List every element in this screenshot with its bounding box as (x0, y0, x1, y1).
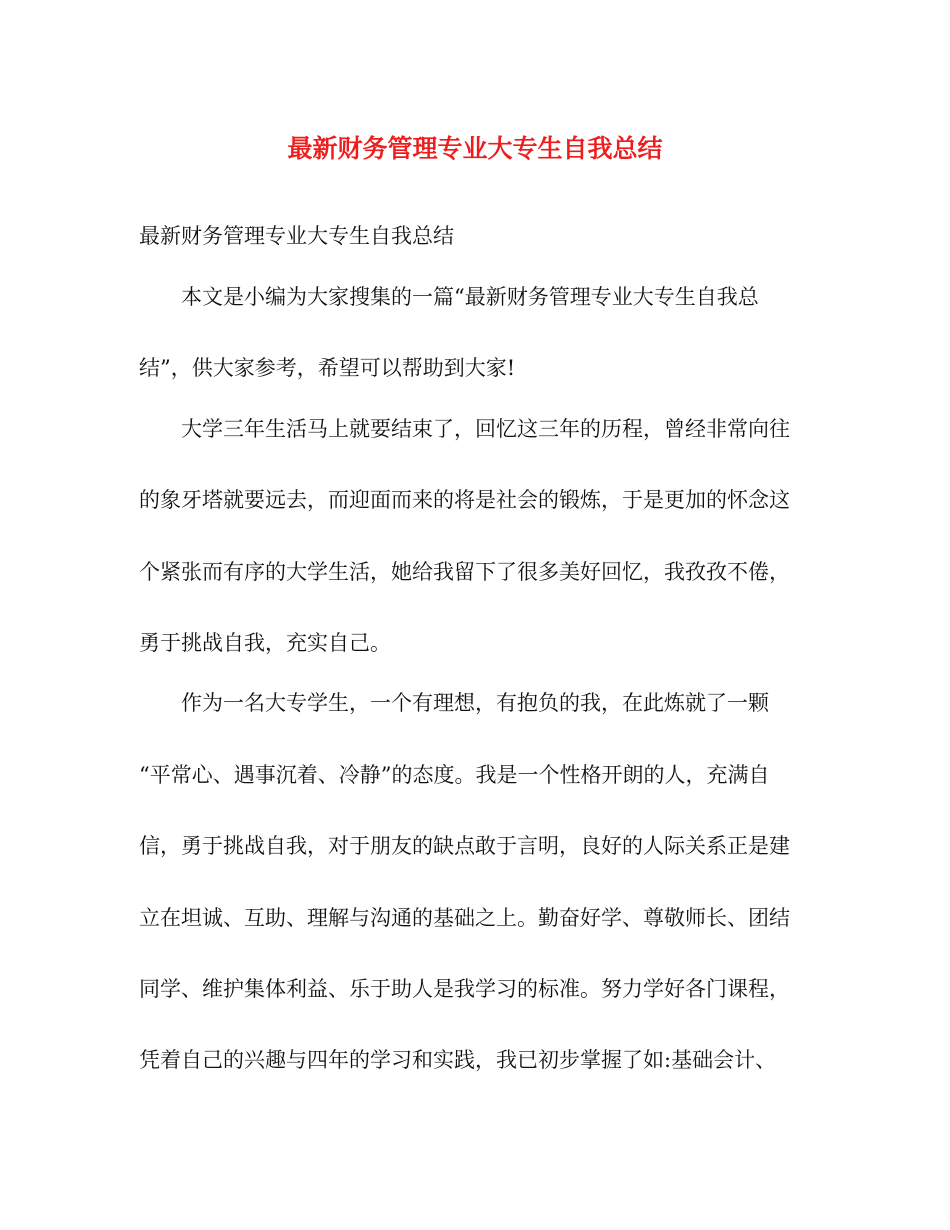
paragraph-line: 信，勇于挑战自我，对于朋友的缺点敢于言明，良好的人际关系正是建 (139, 834, 790, 858)
subtitle-line: 最新财务管理专业大专生自我总结 (139, 224, 454, 248)
paragraph-line: 勇于挑战自我，充实自己。 (139, 631, 391, 655)
paragraph-line: 凭着自己的兴趣与四年的学习和实践，我已初步掌握了如:基础会计、 (139, 1048, 777, 1072)
paragraph-line: 结”，供大家参考，希望可以帮助到大家! (139, 356, 516, 380)
paragraph-line: 本文是小编为大家搜集的一篇“最新财务管理专业大专生自我总 (181, 285, 759, 309)
paragraph-line: 同学、维护集体利益、乐于助人是我学习的标准。努力学好各门课程， (139, 977, 790, 1001)
paragraph-line: 大学三年生活马上就要结束了，回忆这三年的历程，曾经非常向往 (181, 417, 790, 441)
paragraph-line: 作为一名大专学生，一个有理想，有抱负的我，在此炼就了一颗 (181, 691, 769, 715)
paragraph-line: “平常心、遇事沉着、冷静”的态度。我是一个性格开朗的人，充满自 (139, 763, 770, 787)
document-title: 最新财务管理专业大专生自我总结 (287, 134, 663, 163)
paragraph-line: 的象牙塔就要远去，而迎面而来的将是社会的锻炼，于是更加的怀念这 (139, 488, 790, 512)
paragraph-line: 立在坦诚、互助、理解与沟通的基础之上。勤奋好学、尊敬师长、团结 (139, 906, 790, 930)
paragraph-line: 个紧张而有序的大学生活，她给我留下了很多美好回忆，我孜孜不倦， (139, 560, 790, 584)
